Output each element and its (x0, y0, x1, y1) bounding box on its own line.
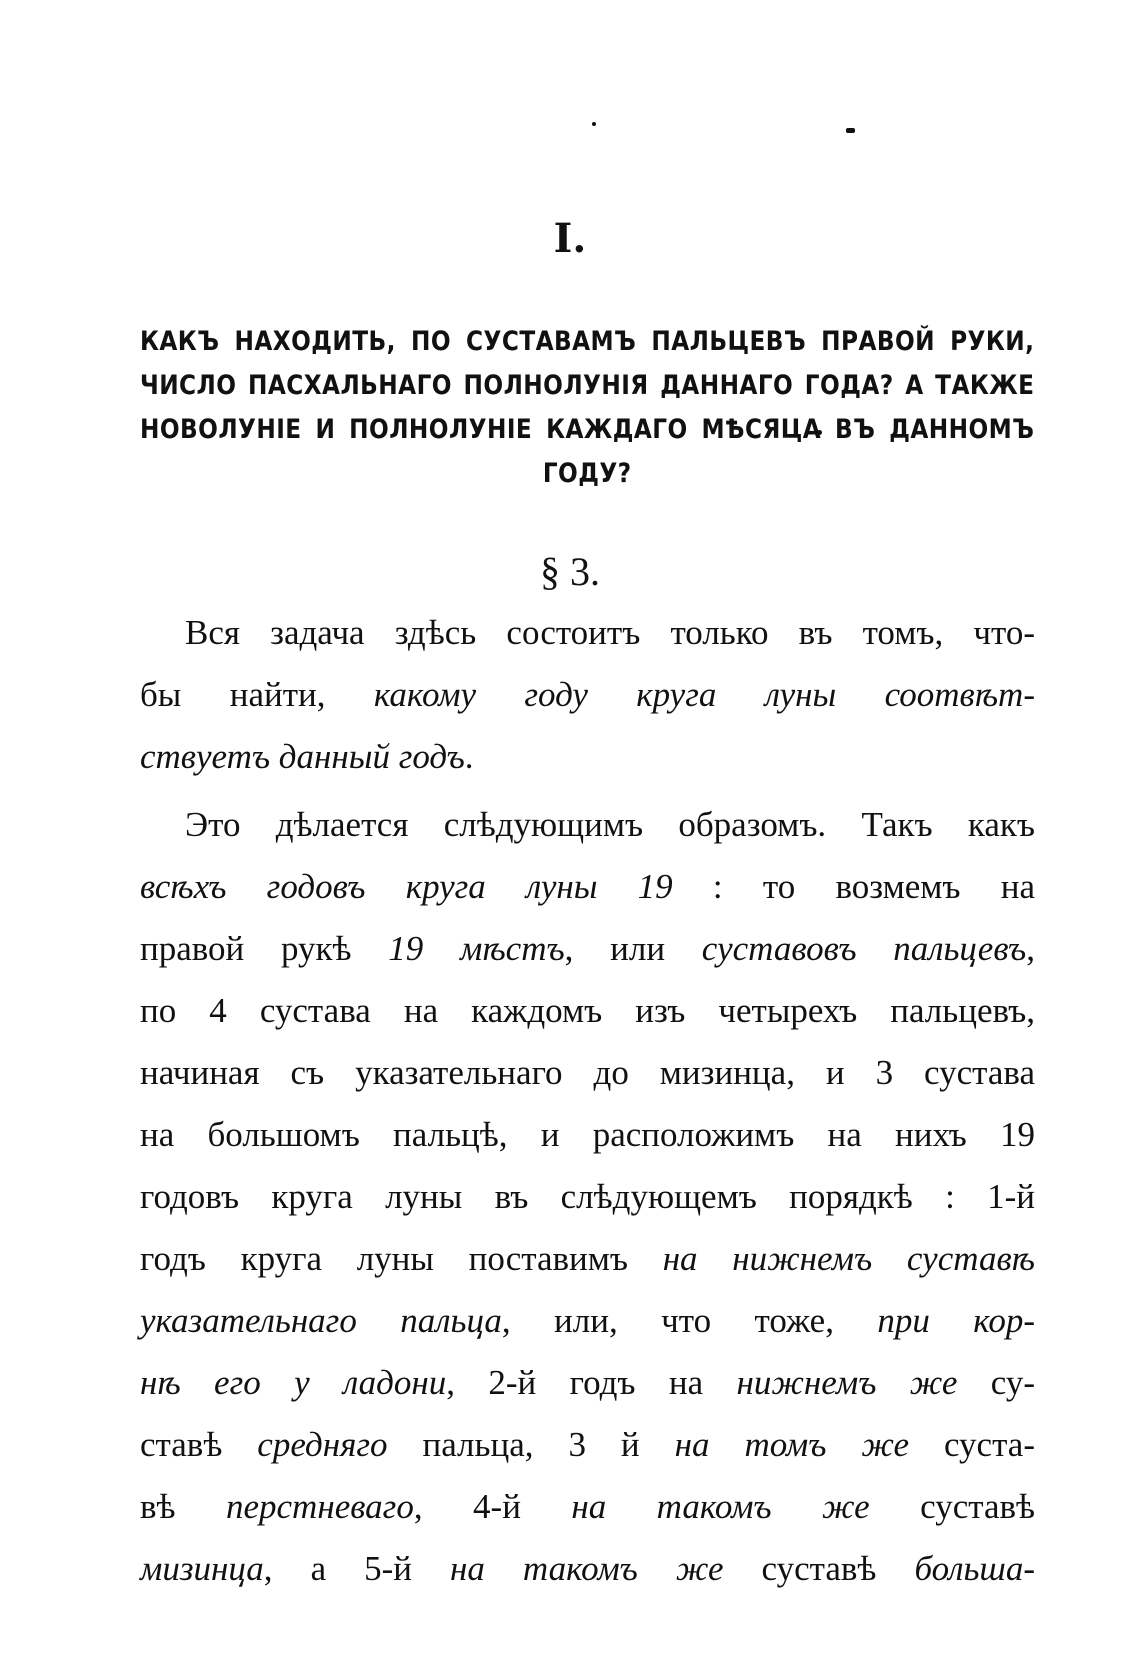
text-line (140, 1104, 1035, 1166)
italic-run: какому году круга луны соотвѣт- (373, 675, 1035, 714)
text-run: , 2-й годъ на (446, 1363, 737, 1402)
text-run: су- (957, 1363, 1035, 1402)
text-line (140, 1352, 1035, 1414)
text-run: : то возмемъ на (672, 867, 1035, 906)
italic-run: всѣхъ годовъ круга луны 19 (140, 867, 673, 906)
text-run: начиная съ указательнаго до мизинца, и 3 сустава (140, 1053, 1035, 1092)
text-line (140, 856, 1035, 918)
text-line (140, 918, 1035, 980)
text-run: , а 5-й (263, 1549, 451, 1588)
text-run: по 4 сустава на каждомъ изъ четырехъ пальцевъ, (140, 991, 1035, 1030)
chapter-title (140, 320, 1034, 496)
italic-run: 19 мѣстъ (388, 929, 565, 968)
text-run: , 4-й (413, 1487, 572, 1526)
chapter-title-line: ГОДУ? (542, 458, 632, 489)
italic-run: на нижнемъ суставѣ (662, 1239, 1035, 1278)
text-line (140, 602, 1035, 664)
text-line (140, 1290, 1035, 1352)
text-run: годовъ круга луны въ слѣдующемъ порядкѣ : 1-й (140, 1177, 1035, 1216)
text-run: пальца, 3 й (387, 1425, 675, 1464)
italic-run: нижнемъ же (736, 1363, 958, 1402)
text-run: суставѣ (723, 1549, 915, 1588)
text-line (140, 1414, 1035, 1476)
text-run: Это дѣлается слѣдующимъ образомъ. Такъ какъ (185, 805, 1035, 844)
text-run: суста- (909, 1425, 1035, 1464)
text-run: , (1026, 929, 1035, 968)
text-line (140, 1166, 1035, 1228)
text-line (140, 794, 1035, 856)
italic-run: больша- (914, 1549, 1036, 1588)
text-line (140, 1538, 1035, 1600)
text-run: на большомъ пальцѣ, и расположимъ на нихъ 19 (140, 1115, 1035, 1154)
section-mark: § 3. (540, 549, 600, 594)
chapter-number: I. (553, 215, 587, 262)
text-run: вѣ (140, 1487, 226, 1526)
text-line (140, 1042, 1035, 1104)
text-run: Вся задача здѣсь состоитъ только въ томъ, что- (185, 613, 1035, 652)
italic-run: нѣ его у ладони (140, 1363, 447, 1402)
italic-run: при кор- (877, 1301, 1035, 1340)
text-run: суставѣ (869, 1487, 1036, 1526)
text-line (140, 726, 1035, 788)
text-line (140, 1228, 1035, 1290)
text-run: правой рукѣ (140, 929, 389, 968)
body-text (140, 602, 1035, 1600)
text-run: ставѣ (140, 1425, 258, 1464)
chapter-title-line: КАКЪ НАХОДИТЬ, ПО СУСТАВАМЪ ПАЛЬЦЕВЪ ПРАВОЙ РУКИ, (140, 326, 1035, 357)
text-run: годъ круга луны поставимъ (140, 1239, 663, 1278)
text-line (140, 1476, 1035, 1538)
text-line (140, 664, 1035, 726)
chapter-title-line: НОВОЛУНІЕ И ПОЛНОЛУНІЕ КАЖДАГО МѢСЯЦА ВЪ ДАННОМЪ (140, 414, 1035, 445)
italic-run: ствуетъ данный годъ (140, 737, 465, 776)
italic-run: на томъ же (674, 1425, 909, 1464)
text-run: бы найти, (140, 675, 374, 714)
text-line (140, 980, 1035, 1042)
italic-run: средняго (257, 1425, 388, 1464)
italic-run: указательнаго пальца (140, 1301, 502, 1340)
italic-run: суставовъ пальцевъ (701, 929, 1027, 968)
italic-run: мизинца (140, 1549, 264, 1588)
text-run: . (464, 737, 474, 776)
print-speck (846, 128, 855, 133)
chapter-title-line: ЧИСЛО ПАСХАЛЬНАГО ПОЛНОЛУНІЯ ДАННАГО ГОДА? А ТАКЖЕ (140, 370, 1035, 401)
italic-run: на такомъ же (450, 1549, 724, 1588)
italic-run: перстневаго (225, 1487, 414, 1526)
print-speck (592, 122, 596, 126)
italic-run: на такомъ же (571, 1487, 870, 1526)
text-run: , или, что тоже, (501, 1301, 878, 1340)
text-run: , или (564, 929, 702, 968)
